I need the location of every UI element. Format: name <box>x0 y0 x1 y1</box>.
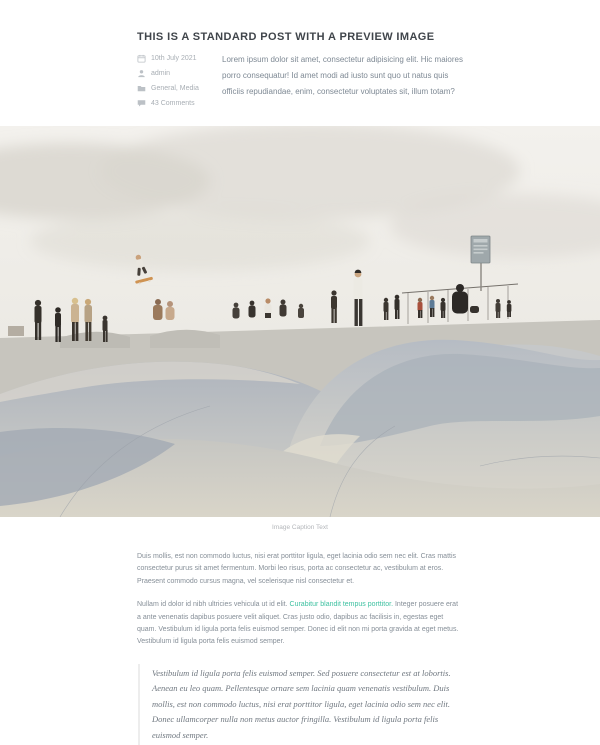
body-paragraph-1: Duis mollis, est non commodo luctus, nisi erat porttitor ligula, eget lacinia odio sem nec elit. Cras mattis consectetur purus sit amet fermentum. Morbi leo risus, porta ac consectetur ac, vestibulum at eros. Praesent commodo cursus magna, vel scelerisque nisl consectetur et. <box>137 553 457 585</box>
post-header <box>137 0 463 114</box>
post-title[interactable]: THIS IS A STANDARD POST WITH A PREVIEW IMAGE <box>137 31 435 43</box>
image-caption: Image Caption Text <box>272 524 328 531</box>
post-header-row <box>137 52 463 114</box>
post-meta <box>137 52 222 114</box>
body-paragraph-2 <box>137 599 463 649</box>
meta-date-label: 10th July 2021 <box>151 55 197 62</box>
meta-author-label: admin <box>151 70 171 77</box>
meta-comments[interactable] <box>137 99 222 108</box>
preview-image <box>0 126 600 517</box>
blockquote: Vestibulum id ligula porta felis euismod semper. Sed posuere consectetur est at lobortis. Aenean eu leo quam. Pellentesque ornare sem lacinia quam venenatis vestibulum. Duis mollis, est non commodo luctus, nisi erat porttitor ligula, eget lacinia odio sem nec elit. Donec ullamcorper nulla non metus auctor fringilla. Vestibulum id ligula porta felis euismod semper. <box>138 664 463 745</box>
preview-image-figure <box>0 126 600 531</box>
paragraph-2-post: Integer posuere erat a ante venenatis dapibus posuere velit aliquet. Cras justo odio, dapibus ac facilisis in, egestas eget quam. Vestibulum id ligula porta felis euismod semper. Donec id elit non mi porta gravida at eget metus. Vestibulum id ligula porta felis euismod semper. <box>137 601 459 646</box>
meta-date <box>137 54 222 63</box>
paragraph-2-pre: Nullam id dolor id nibh ultricies vehicula ut id elit. <box>137 601 290 609</box>
user-icon <box>137 69 146 78</box>
intro-paragraph: Lorem ipsum dolor sit amet, consectetur adipisicing elit. Hic maiores porro consequatur! Id amet modi ad iusto sunt quo ut natus quis officiis repudiandae, enim, consectetur voluptates sit, illum totam? <box>222 55 463 96</box>
inline-link[interactable]: Curabitur blandit tempus porttitor. <box>289 601 394 609</box>
meta-comments-label: 43 Comments <box>151 100 195 107</box>
comments-icon <box>137 99 146 108</box>
meta-author[interactable] <box>137 69 222 78</box>
folder-icon <box>137 84 146 93</box>
calendar-icon <box>137 54 146 63</box>
meta-categories-label: General, Media <box>151 85 199 92</box>
meta-categories[interactable] <box>137 84 222 93</box>
